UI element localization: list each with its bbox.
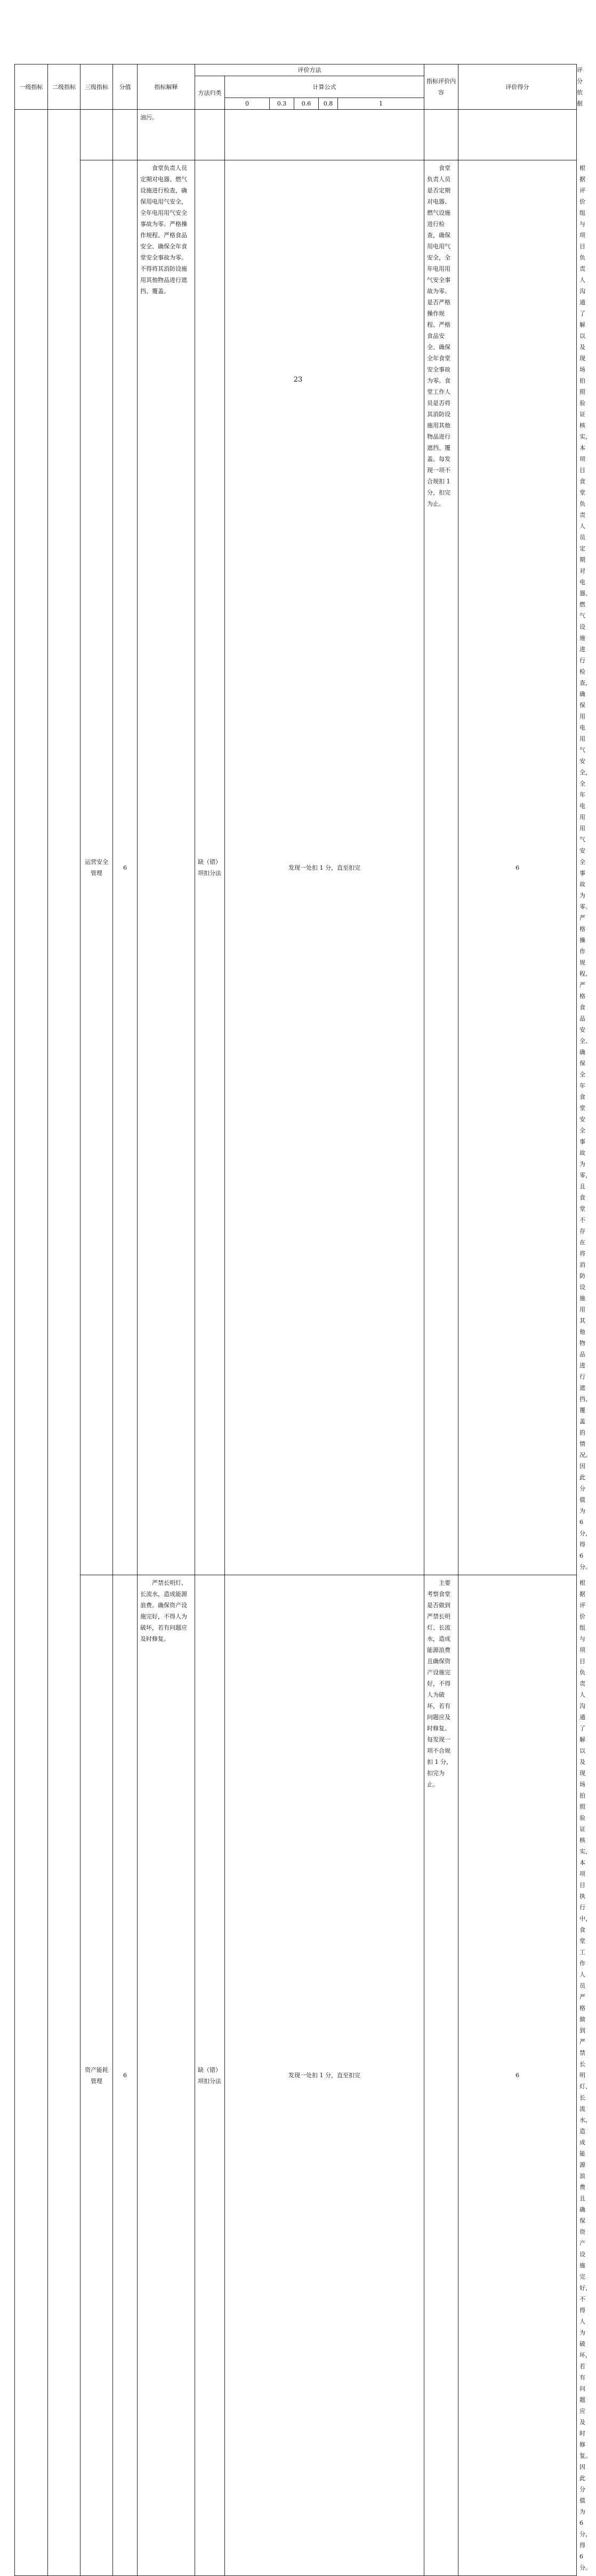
cell-content: 主要考察食堂是否做到严禁长明灯、长流水，造成能源浪费且确保资产设施完好，不得人为破坏，若有问题应及时修复。每发现一项不合规扣 1 分，扣完为止。 (424, 1575, 458, 2576)
cell-formula: 发现一处扣 1 分，直至扣完 (225, 160, 424, 1575)
header-level3: 三级指标 (80, 64, 113, 110)
header-f06: 0.6 (294, 98, 319, 110)
cell-explain: 油污。 (138, 110, 195, 160)
header-content: 指标评价内容 (424, 64, 458, 110)
page-number: 23 (293, 376, 303, 384)
cell-level3 (80, 110, 113, 160)
cell-explain: 食堂负责人员定期对电器、燃气设施进行检查，确保用电用气安全，全年电用用气安全事故为零。严格操作规程、严格食品安全、确保全年食堂安全事故为零。不得将其消防设施用其他物品进行遮挡、覆盖。 (138, 160, 195, 1575)
header-got: 评价得分 (458, 64, 577, 110)
cell-explain: 严禁长明灯、长流水，造成能源浪费。确保资产设施完好，不得人为破坏，若有问题应及时修复。 (138, 1575, 195, 2576)
header-explain: 指标解释 (138, 64, 195, 110)
header-formula: 计算公式 (225, 76, 424, 98)
cell-got: 6 (458, 1575, 577, 2576)
header-f0: 0 (225, 98, 270, 110)
cell-got (458, 110, 577, 160)
cell-content (424, 110, 458, 160)
cell-formula (225, 110, 424, 160)
table-row (15, 110, 577, 160)
cell-content: 食堂负责人员是否定期对电器、燃气设施进行检查，确保用电用气安全，全年电用用气安全事故为零。是否严格操作规程、严格食品安全、确保全年食堂安全事故为零。食堂工作人员是否将其消防设施用其他物品进行遮挡、覆盖。每发现一项不合规扣 1 分，扣完为止。 (424, 160, 458, 1575)
cell-method-type (195, 110, 225, 160)
cell-score: 6 (113, 160, 138, 1575)
cell-level2 (48, 110, 80, 2576)
cell-level3: 运营安全管理 (80, 160, 113, 1575)
cell-method-type: 缺（错）项扣分法 (195, 1575, 225, 2576)
header-f1: 1 (338, 98, 424, 110)
cell-method-type: 缺（错）项扣分法 (195, 160, 225, 1575)
evaluation-table: 一级指标 二级指标 三级指标 分值 指标解释 评价方法 指标评价内容 评价得分 评分依据 方法归类 计算公式 0 0.3 0.6 0.8 1 油污。 运营安全管理 6 食堂负责人员定期对电器、燃气设施进行检查，确保用电用气安全，全年电用用气安全事故为零。严格操作规程、严格食品安全、确保全年食堂安全事故为零。不得将其消防设施用其他物品进行遮挡、覆盖。 缺（错）项扣分法 发现一处扣 1 分，直至扣完 食堂负责人员是否定期对电器、燃气设施进行检查，确保用电用气安全，全年电用用气安全事故为零。是否严格操作规程、严格食品安全、确保全年食堂安全事故为零。食堂工作人员是否将其消防设施用其他物品进行遮挡、覆盖。每发现一项不合规扣 1 分，扣完为止。 6 根据评价组与项目负责人沟通了解以及现场拍照验证核实，本项目食堂负责人员定期对电器、燃气设施进行检查，确保用电用气安全，全年电用用气安全事故为零。严格操作规程、严格食品安全、确保全年食堂安全事故为零，且食堂不存在将消防设施用其他物品进行遮挡、覆盖的情况。因此分值为 6 分，得 6 分。 资产能耗管理 6 严禁长明灯、长流水，造成能源浪费。确保资产设施完好，不得人为破坏，若有问题应及时修复。 缺（错）项扣分法 发现一处扣 1 分，直至扣完 主要考察食堂是否做到严禁长明灯、长流水，造成能源浪费且确保资产设施完好，不得人为破坏，若有问题应及时修复。每发现一项不合规扣 1 分，扣完为止。 6 根据评价组与项目负责人沟通了解以及现场拍照验证核实，本项目执行中，食堂工作人员严格做到严禁长明灯、长流水，造成能源浪费且确保资产设施完好，不得人为破坏，若有问题应及时修复。因此分值为 6 分，得 6 分。 (14, 64, 577, 2576)
cell-level3: 资产能耗管理 (80, 1575, 113, 2576)
header-method-type: 方法归类 (195, 76, 225, 110)
cell-score (113, 110, 138, 160)
cell-got: 6 (458, 160, 577, 1575)
header-f03: 0.3 (270, 98, 294, 110)
header-level1: 一级指标 (15, 64, 48, 110)
header-score: 分值 (113, 64, 138, 110)
table-row: 运营安全管理 6 食堂负责人员定期对电器、燃气设施进行检查，确保用电用气安全，全年电用用气安全事故为零。严格操作规程、严格食品安全、确保全年食堂安全事故为零。不得将其消防设施用其他物品进行遮挡、覆盖。 缺（错）项扣分法 发现一处扣 1 分，直至扣完 食堂负责人员是否定期对电器、燃气设施进行检查，确保用电用气安全，全年电用用气安全事故为零。是否严格操作规程、严格食品安全、确保全年食堂安全事故为零。食堂工作人员是否将其消防设施用其他物品进行遮挡、覆盖。每发现一项不合规扣 1 分，扣完为止。 6 根据评价组与项目负责人沟通了解以及现场拍照验证核实，本项目食堂负责人员定期对电器、燃气设施进行检查，确保用电用气安全，全年电用用气安全事故为零。严格操作规程、严格食品安全、确保全年食堂安全事故为零，且食堂不存在将消防设施用其他物品进行遮挡、覆盖的情况。因此分值为 6 分，得 6 分。 (15, 160, 577, 1575)
header-f08: 0.8 (319, 98, 338, 110)
header-method-group: 评价方法 (195, 64, 424, 76)
header-level2: 二级指标 (48, 64, 80, 110)
cell-level1 (15, 110, 48, 2576)
cell-formula: 发现一处扣 1 分，直至扣完 (225, 1575, 424, 2576)
table-row: 资产能耗管理 6 严禁长明灯、长流水，造成能源浪费。确保资产设施完好，不得人为破坏，若有问题应及时修复。 缺（错）项扣分法 发现一处扣 1 分，直至扣完 主要考察食堂是否做到严禁长明灯、长流水，造成能源浪费且确保资产设施完好，不得人为破坏，若有问题应及时修复。每发现一项不合规扣 1 分，扣完为止。 6 根据评价组与项目负责人沟通了解以及现场拍照验证核实，本项目执行中，食堂工作人员严格做到严禁长明灯、长流水，造成能源浪费且确保资产设施完好，不得人为破坏，若有问题应及时修复。因此分值为 6 分，得 6 分。 (15, 1575, 577, 2576)
cell-score: 6 (113, 1575, 138, 2576)
